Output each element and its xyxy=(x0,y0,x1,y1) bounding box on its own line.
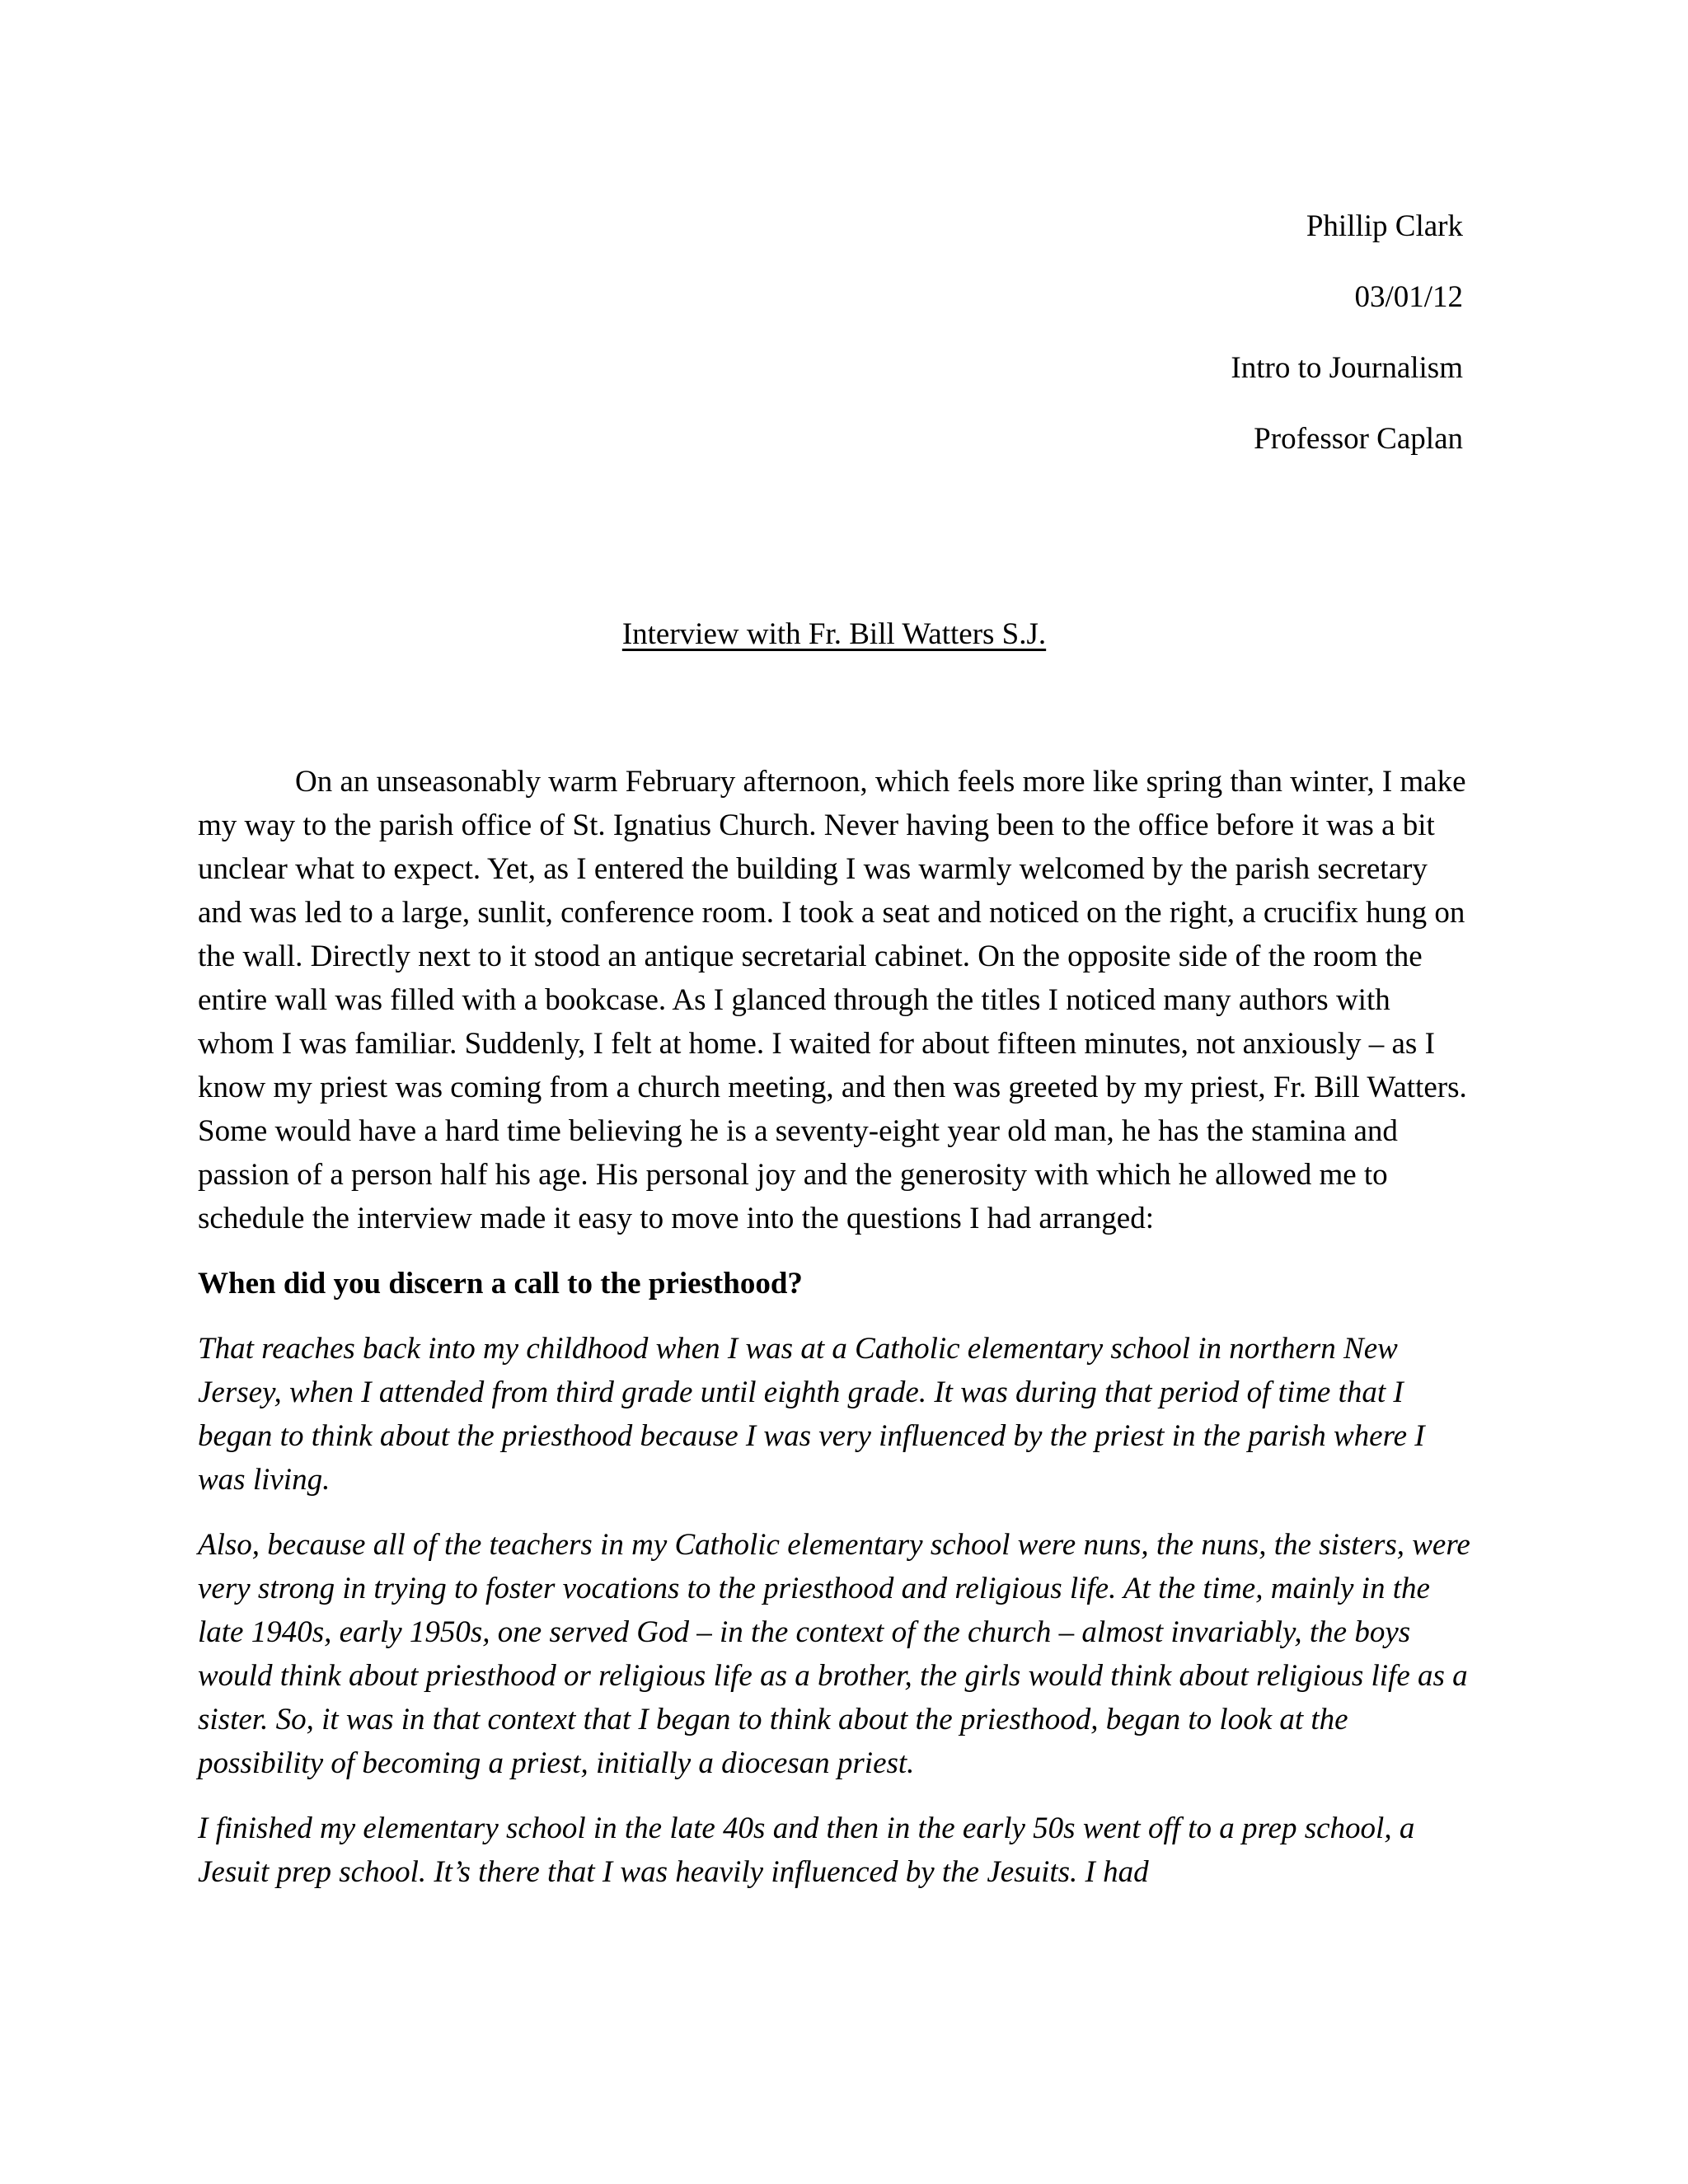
document-body xyxy=(198,760,1474,1894)
author-name: Phillip Clark xyxy=(1306,209,1463,243)
professor-name: Professor Caplan xyxy=(1254,422,1463,456)
course-name: Intro to Journalism xyxy=(1231,351,1463,385)
document-title: Interview with Fr. Bill Watters S.J. xyxy=(621,617,1047,651)
header-block xyxy=(1231,191,1463,475)
interview-question: When did you discern a call to the priesthood? xyxy=(198,1267,803,1301)
answer-paragraph-2: Also, because all of the teachers in my Catholic elementary school were nuns, the nuns, the sisters, were very strong in trying to foster vocations to the priesthood and religious life. At the time, mainly in the late 1940s, early 1950s, one served God – in the context of the church – almost invariably, the boys would think about priesthood or religious life as a brother, the girls would think about religious life as a sister. So, it was in that context that I began to think about the priesthood, began to look at the possibility of becoming a priest, initially a diocesan priest. xyxy=(198,1528,1470,1780)
header-date: 03/01/12 xyxy=(1354,280,1463,314)
intro-paragraph: On an unseasonably warm February afternoon, which feels more like spring than winter, I make my way to the parish office of St. Ignatius Church. Never having been to the office before it was a bit unclear what to expect. Yet, as I entered the building I was warmly welcomed by the parish secretary and was led to a large, sunlit, conference room. I took a seat and noticed on the right, a crucifix hung on the wall. Directly next to it stood an antique secretarial cabinet. On the opposite side of the room the entire wall was filled with a bookcase. As I glanced through the titles I noticed many authors with whom I was familiar. Suddenly, I felt at home. I waited for about fifteen minutes, not anxiously – as I know my priest was coming from a church meeting, and then was greeted by my priest, Fr. Bill Watters. Some would have a hard time believing he is a seventy-eight year old man, he has the stamina and passion of a person half his age. His personal joy and the generosity with which he allowed me to schedule the interview made it easy to move into the questions I had arranged: xyxy=(198,765,1467,1235)
answer-paragraph-3: I finished my elementary school in the late 40s and then in the early 50s went off to a prep school, a Jesuit prep school. It’s there that I was heavily influenced by the Jesuits. I had xyxy=(198,1811,1415,1889)
answer-paragraph-1: That reaches back into my childhood when I was at a Catholic elementary school in northern New Jersey, when I attended from third grade until eighth grade. It was during that period of time that I began to think about the priesthood because I was very influenced by the priest in the parish where I was living. xyxy=(198,1332,1425,1497)
